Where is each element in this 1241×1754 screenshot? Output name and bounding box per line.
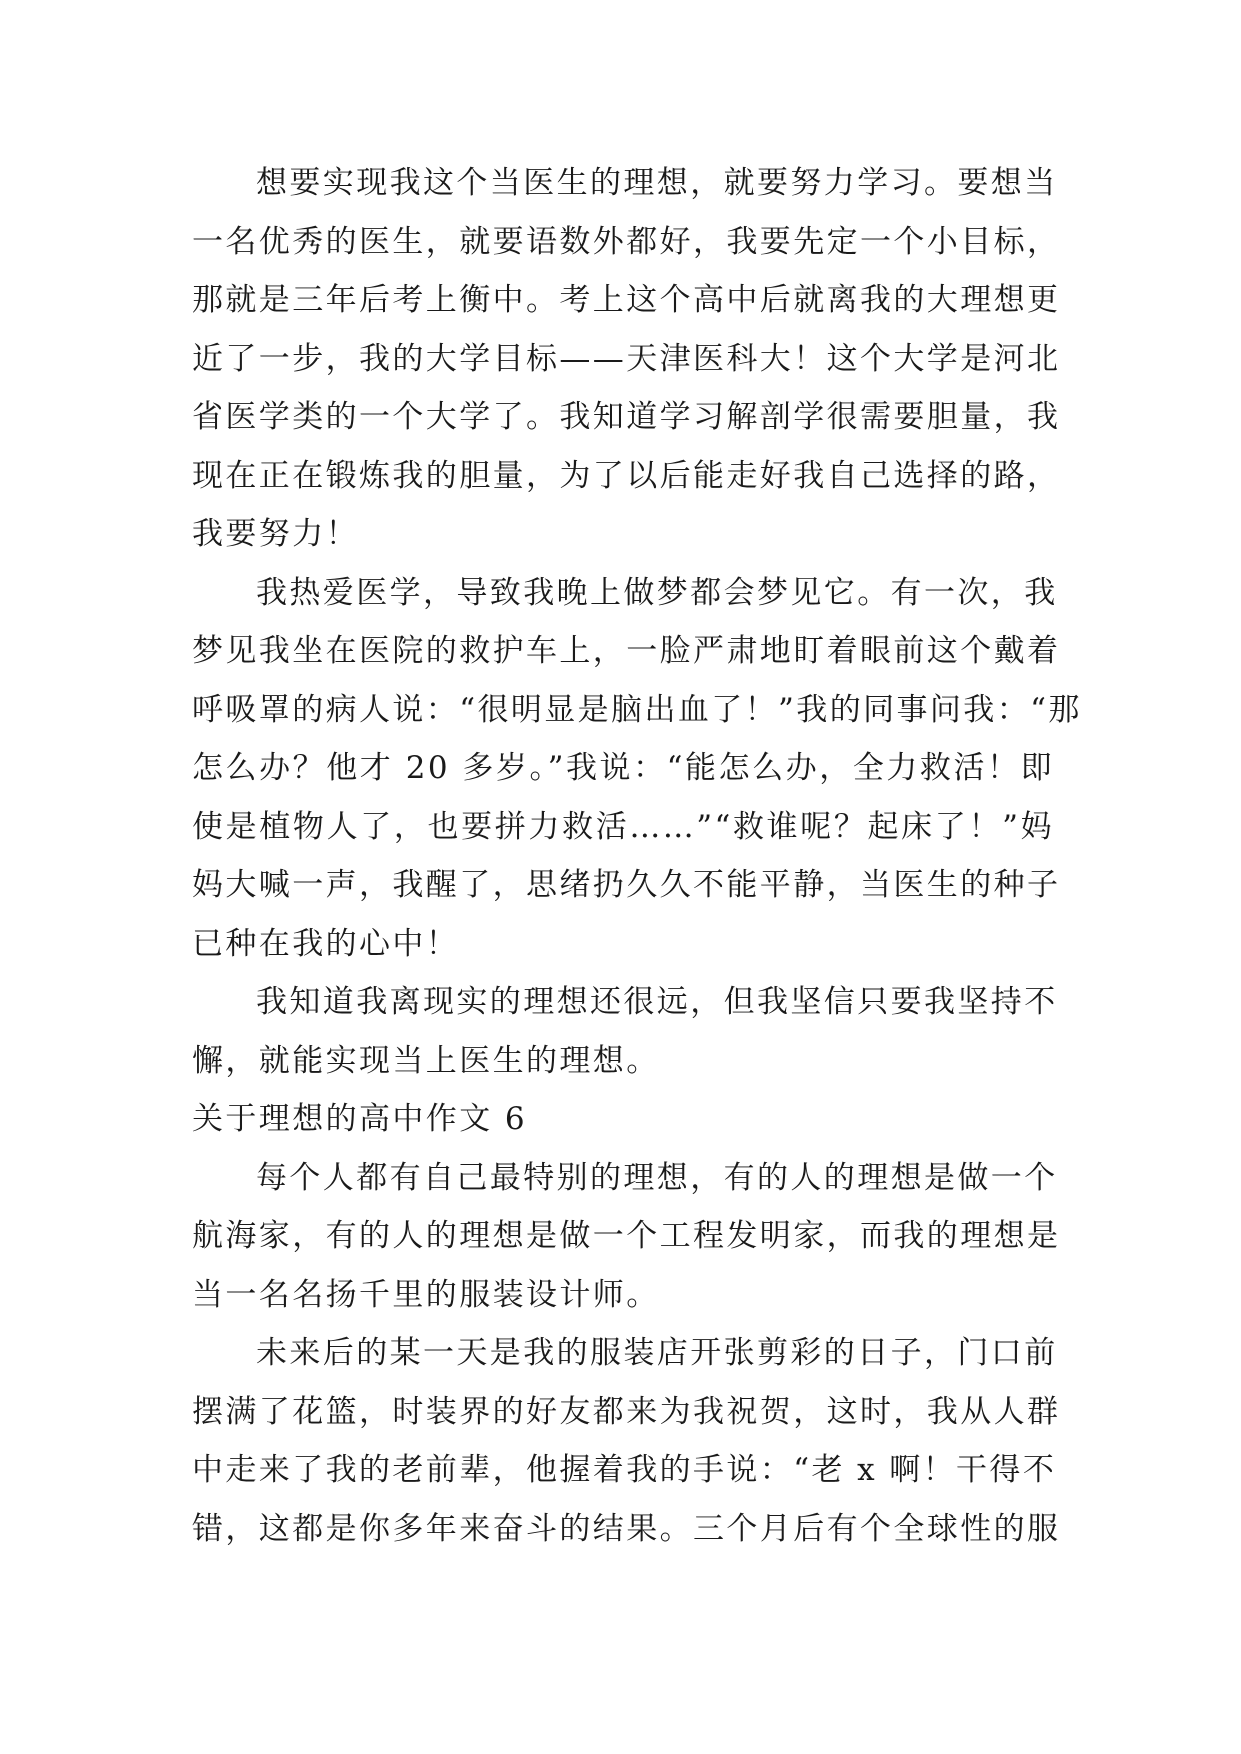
paragraph-line: 错，这都是你多年来奋斗的结果。三个月后有个全球性的服 [192,1510,1061,1547]
document-body [192,154,1082,1558]
paragraph-line: 摆满了花篮，时装界的好友都来为我祝贺，这时，我从人群 [192,1393,1061,1430]
paragraph-line: 航海家，有的人的理想是做一个工程发明家，而我的理想是 [192,1218,1061,1254]
paragraph-line: 想要实现我这个当医生的理想，就要努力学习。要想当 [256,165,1058,201]
paragraph-line: 已种在我的心中！ [192,925,460,962]
paragraph-line: 呼吸罩的病人说：“很明显是脑出血了！”我的同事问我：“那 [192,691,1082,728]
paragraph-line: 我要努力！ [192,516,359,552]
section-heading: 关于理想的高中作文 6 [192,1101,527,1137]
paragraph-line: 梦见我坐在医院的救护车上，一脸严肃地盯着眼前这个戴着 [192,633,1061,669]
paragraph-line: 当一名名扬千里的服装设计师。 [192,1276,660,1313]
paragraph-line: 我热爱医学，导致我晚上做梦都会梦见它。有一次，我 [256,574,1058,611]
paragraph-line: 每个人都有自己最特别的理想，有的人的理想是做一个 [256,1159,1058,1196]
paragraph-line: 未来后的某一天是我的服装店开张剪彩的日子，门口前 [256,1335,1058,1371]
paragraph-line: 一名优秀的医生，就要语数外都好，我要先定一个小目标， [192,223,1061,260]
paragraph-line: 中走来了我的老前辈，他握着我的手说：“老 x 啊！干得不 [192,1452,1057,1488]
paragraph-line: 我知道我离现实的理想还很远，但我坚信只要我坚持不 [256,984,1058,1020]
paragraph-line: 懈，就能实现当上医生的理想。 [192,1042,660,1079]
paragraph-line: 省医学类的一个大学了。我知道学习解剖学很需要胆量，我 [192,399,1061,435]
paragraph-line: 怎么办？他才 20 多岁。”我说：“能怎么办，全力救活！即 [192,750,1054,786]
paragraph-line: 现在正在锻炼我的胆量，为了以后能走好我自己选择的路， [192,457,1061,494]
paragraph-line: 妈大喊一声，我醒了，思绪扔久久不能平静，当医生的种子 [192,867,1061,903]
paragraph-line: 近了一步，我的大学目标——天津医科大！这个大学是河北 [192,340,1061,377]
paragraph-line: 使是植物人了，也要拼力救活……”“救谁呢？起床了！”妈 [192,808,1054,845]
paragraph-line: 那就是三年后考上衡中。考上这个高中后就离我的大理想更 [192,282,1061,318]
